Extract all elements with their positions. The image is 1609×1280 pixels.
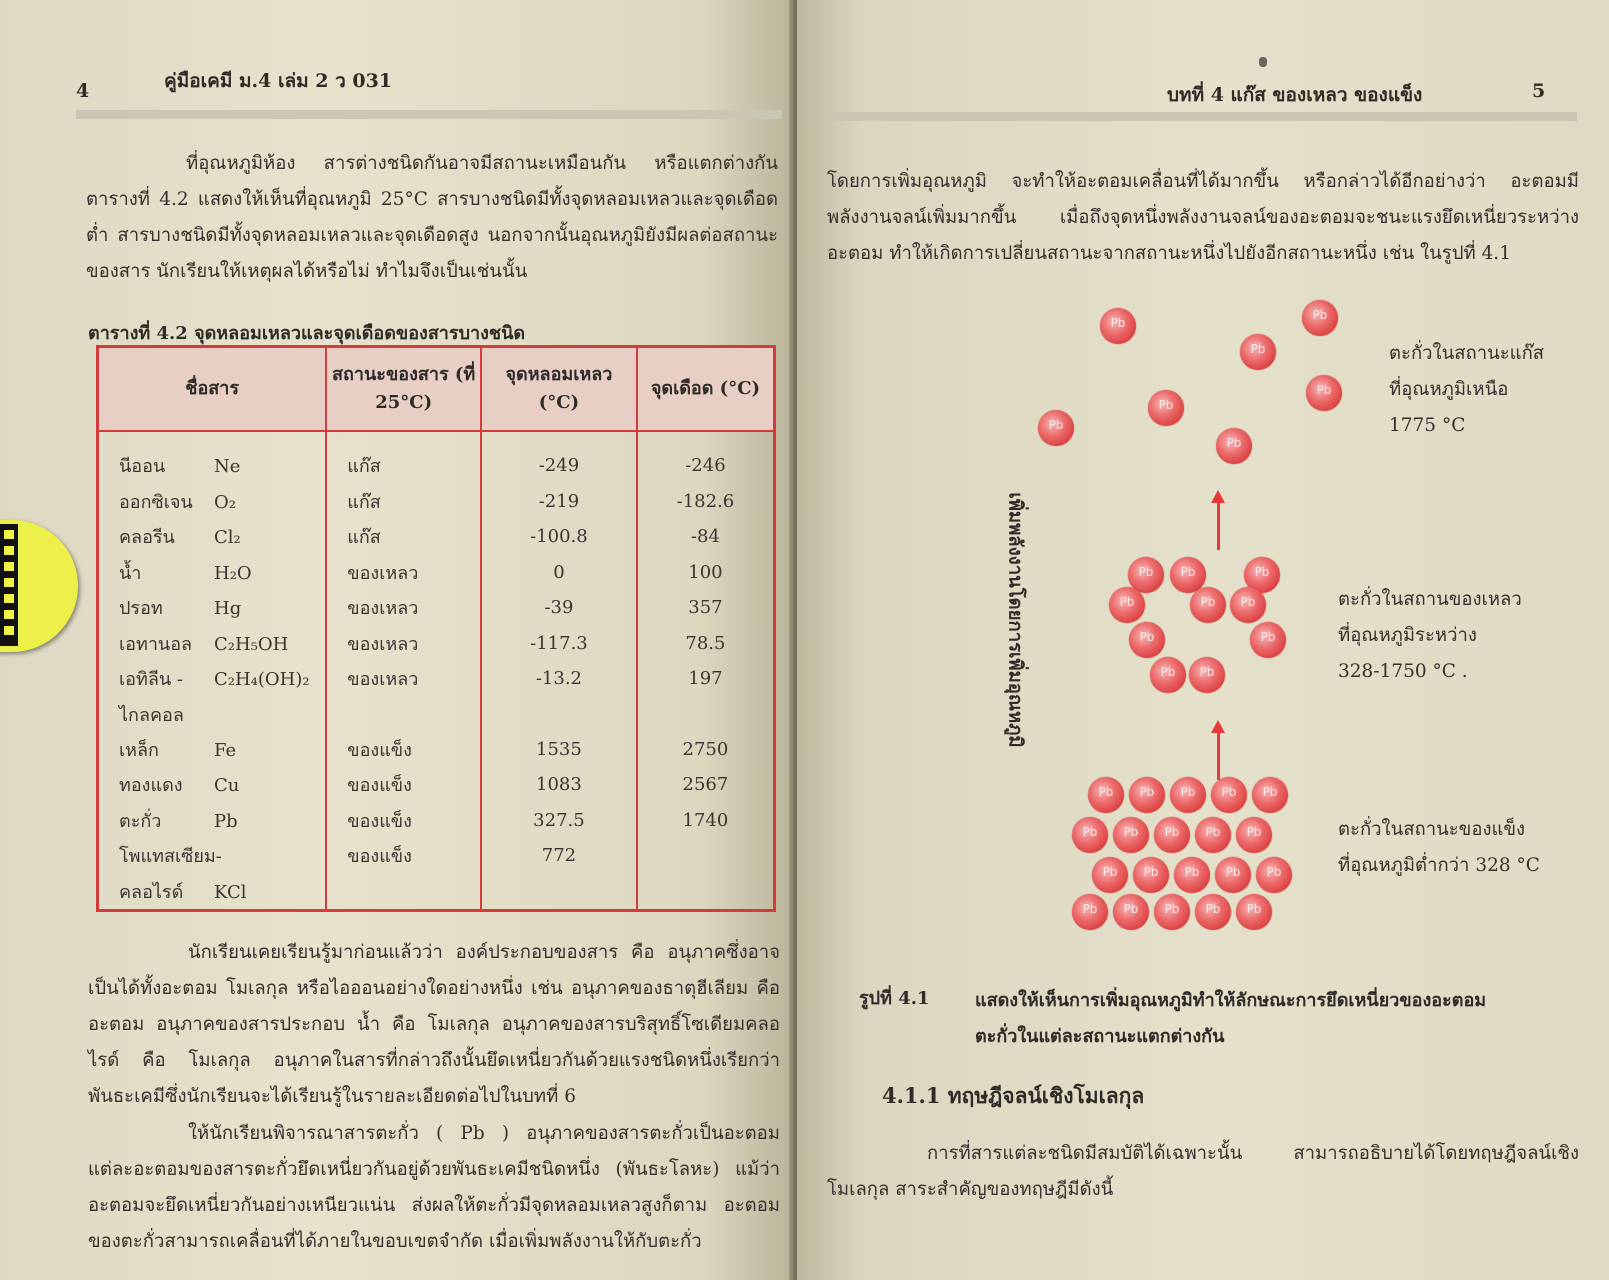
substance-state [326, 696, 481, 731]
substance-name: ออกซิเจน [119, 491, 193, 513]
substance-formula: Pb [214, 810, 238, 832]
boiling-point [637, 696, 775, 731]
table-row [98, 555, 775, 590]
pb-atom-label: Pb [1102, 865, 1118, 879]
substance-name: เหล็ก [119, 739, 159, 761]
substance-formula: C₂H₄(OH)₂ [214, 669, 310, 691]
pb-atom-label: Pb [1200, 595, 1216, 609]
gas-state-label: ตะกั่วในสถานะแก๊ส ที่อุณหภูมิเหนือ 1775 °C [1389, 343, 1545, 436]
pb-atom-solid [1072, 894, 1108, 930]
table-row [98, 767, 775, 802]
pb-atom-gas [1302, 300, 1338, 336]
substance-state: แก๊ส [326, 519, 481, 554]
substance-formula: Cl₂ [214, 527, 241, 549]
melting-point [481, 873, 637, 910]
pb-atom-liquid [1250, 622, 1286, 658]
solid-state-label: ตะกั่วในสถานะของแข็ง ที่อุณหภูมิต่ำกว่า 328 °C [1338, 819, 1540, 876]
melting-point [481, 696, 637, 731]
melting-point: 1083 [481, 767, 637, 802]
pb-atom-label: Pb [1143, 865, 1159, 879]
pb-atom-solid [1236, 817, 1272, 853]
left-paragraph-2: นักเรียนเคยเรียนรู้มาก่อนแล้วว่า องค์ประกอบของสาร คือ อนุภาคซึ่งอาจเป็นได้ทั้งอะตอม โมเลกุล หรือไอออนอย่างใดอย่างหนึ่ง เช่น อนุภาคของธาตุฮีเลียม คือ อะตอม อนุภาคของสารประกอบ น้ำ คือ โมเลกุล อนุภาคของสารบริสุทธิ์โซเดียมคลอไรด์ คือ โมเลกุล อนุภาคในสารที่กล่าวถึงนั้นยึดเหนี่ยวกันด้วยแรงชนิดหนึ่งเรียกว่า พันธะเคมีซึ่งนักเรียนจะได้เรียนรู้ในรายละเอียดต่อไปในบทที่ 6 [88, 942, 780, 1107]
pb-atom-gas [1240, 334, 1276, 370]
pb-atom-solid [1174, 857, 1210, 893]
table-row [98, 431, 775, 484]
pb-atom-solid [1092, 857, 1128, 893]
substance-state: ของแข็ง [326, 767, 481, 802]
pb-atom-label: Pb [1199, 665, 1215, 679]
substance-state: ของแข็ง [326, 838, 481, 873]
pb-atom-solid [1154, 817, 1190, 853]
table-caption: ตารางที่ 4.2 จุดหลอมเหลวและจุดเดือดของสารบางชนิด [88, 323, 526, 344]
substance-state: ของแข็ง [326, 732, 481, 767]
melting-point: 327.5 [481, 803, 637, 838]
substance-name: ไกลคอล [119, 704, 184, 726]
pb-atom-solid [1133, 857, 1169, 893]
col-header-mp: จุดหลอมเหลว (°C) [481, 347, 637, 432]
pb-atom-gas [1216, 428, 1252, 464]
liquid-state-label: ตะกั่วในสถานของเหลว ที่อุณหภูมิระหว่าง 328-1750 °C . [1338, 589, 1522, 682]
pb-atom-solid [1154, 894, 1190, 930]
melting-point: -100.8 [481, 519, 637, 554]
pb-atom-label: Pb [1082, 902, 1098, 916]
substance-name: คลอไรด์ [119, 881, 184, 903]
section-heading: 4.1.1 ทฤษฎีจลน์เชิงโมเลกุล [882, 1083, 1145, 1108]
pb-atom-label: Pb [1184, 865, 1200, 879]
substance-state [326, 873, 481, 910]
pb-atom-label: Pb [1119, 595, 1135, 609]
melting-point: 0 [481, 555, 637, 590]
boiling-point: -182.6 [637, 484, 775, 519]
boiling-point: 78.5 [637, 625, 775, 660]
substance-state: ของเหลว [326, 661, 481, 696]
pb-atom-label: Pb [1205, 902, 1221, 916]
substance-formula: Cu [214, 775, 240, 797]
substance-state: ของแข็ง [326, 803, 481, 838]
substance-name: ตะกั่ว [119, 810, 162, 832]
substance-name: นีออน [119, 456, 166, 478]
table-row [98, 484, 775, 519]
boiling-point: -84 [637, 519, 775, 554]
boiling-point: -246 [637, 431, 775, 484]
pb-atom-label: Pb [1138, 565, 1154, 579]
left-running-title: คู่มือเคมี ม.4 เล่ม 2 ว 031 [164, 70, 393, 92]
table-row [98, 696, 775, 731]
pb-atom-solid [1211, 777, 1247, 813]
pb-atom-label: Pb [1254, 565, 1270, 579]
pb-atom-solid [1113, 817, 1149, 853]
boiling-point: 197 [637, 661, 775, 696]
substance-state: ของเหลว [326, 555, 481, 590]
substance-state: ของเหลว [326, 590, 481, 625]
left-page [0, 0, 795, 1280]
substance-name: โพแทสเซียม- [119, 846, 222, 868]
pb-atom-solid [1256, 857, 1292, 893]
substance-formula: Hg [214, 598, 242, 620]
pb-atom-label: Pb [1312, 308, 1328, 322]
pb-atom-label: Pb [1316, 383, 1332, 397]
pb-atom-label: Pb [1205, 825, 1221, 839]
boiling-point [637, 873, 775, 910]
col-header-name: ชื่อสาร [98, 347, 327, 432]
table-row [98, 661, 775, 696]
table-header-row [98, 347, 775, 432]
boiling-point: 357 [637, 590, 775, 625]
pb-atom-label: Pb [1266, 865, 1282, 879]
pb-atom-gas [1148, 390, 1184, 426]
pb-atom-label: Pb [1180, 785, 1196, 799]
energy-increase-label: เพิ่มพลังงานโดยการเพิ่มอุณหภูมิ [1004, 492, 1026, 748]
substance-state: ของเหลว [326, 625, 481, 660]
pb-atom-solid [1129, 777, 1165, 813]
substance-formula: O₂ [214, 491, 236, 513]
pb-atom-label: Pb [1164, 825, 1180, 839]
pb-atom-label: Pb [1139, 630, 1155, 644]
substance-name: น้ำ [119, 562, 142, 584]
substance-formula: Ne [214, 456, 241, 478]
pb-atom-label: Pb [1082, 825, 1098, 839]
pb-atom-liquid [1129, 622, 1165, 658]
pb-atom-label: Pb [1158, 398, 1174, 412]
substance-state: แก๊ส [326, 431, 481, 484]
right-paragraph-2: การที่สารแต่ละชนิดมีสมบัติได้เฉพาะนั้น สามารถอธิบายได้โดยทฤษฎีจลน์เชิงโมเลกุล สาระสำคัญของทฤษฎีมีดังนี้ [827, 1143, 1579, 1200]
pb-atom-solid [1236, 894, 1272, 930]
pb-atom-solid [1088, 777, 1124, 813]
substance-name: คลอรีน [119, 527, 175, 549]
left-header-rule [76, 110, 782, 119]
table-row [98, 625, 775, 660]
substance-name: เอทานอล [119, 633, 193, 655]
pb-atom-label: Pb [1240, 595, 1256, 609]
pb-atom-label: Pb [1139, 785, 1155, 799]
pb-atom-label: Pb [1123, 825, 1139, 839]
table-row [98, 732, 775, 767]
boiling-point [637, 838, 775, 873]
pb-atom-liquid [1189, 657, 1225, 693]
film-strip-icon [0, 524, 18, 646]
melting-point: 1535 [481, 732, 637, 767]
melting-point: -117.3 [481, 625, 637, 660]
pb-atom-label: Pb [1221, 785, 1237, 799]
right-page-number: 5 [1532, 80, 1546, 102]
melting-point: -249 [481, 431, 637, 484]
pb-atom-label: Pb [1160, 665, 1176, 679]
pb-atom-solid [1170, 777, 1206, 813]
substance-formula: Fe [214, 739, 237, 761]
right-paragraph-1: โดยการเพิ่มอุณหภูมิ จะทำให้อะตอมเคลื่อนที่ได้มากขึ้น หรือกล่าวได้อีกอย่างว่า อะตอมมีพลังงานจลน์เพิ่มมากขึ้น เมื่อถึงจุดหนึ่งพลังงานจลน์ของอะตอมจะชนะแรงยึดเหนี่ยวระหว่างอะตอม ทำให้เกิดการเปลี่ยนสถานะจากสถานะหนึ่งไปยังอีกสถานะหนึ่ง เช่น ในรูปที่ 4.1 [827, 171, 1579, 264]
pb-atom-label: Pb [1123, 902, 1139, 916]
figure-caption-label: รูปที่ 4.1 [859, 988, 930, 1009]
pb-atom-liquid [1190, 587, 1226, 623]
right-running-title: บทที่ 4 แก๊ส ของเหลว ของแข็ง [1167, 84, 1423, 106]
substance-formula: KCl [214, 881, 247, 903]
pb-atom-solid [1195, 894, 1231, 930]
pb-atom-label: Pb [1250, 342, 1266, 356]
pb-atom-label: Pb [1164, 902, 1180, 916]
table-row [98, 519, 775, 554]
pb-atom-solid [1113, 894, 1149, 930]
table-row [98, 838, 775, 873]
boiling-point: 2750 [637, 732, 775, 767]
pb-atom-label: Pb [1260, 630, 1276, 644]
table-row [98, 873, 775, 910]
ink-speck [1259, 57, 1267, 67]
boiling-point: 1740 [637, 803, 775, 838]
pb-atom-solid [1072, 817, 1108, 853]
pb-atom-gas [1100, 308, 1136, 344]
melting-point: -13.2 [481, 661, 637, 696]
col-header-state: สถานะของสาร (ที่ 25°C) [326, 347, 481, 432]
substance-name: ปรอท [119, 598, 163, 620]
pb-atom-gas [1038, 410, 1074, 446]
substance-formula: H₂O [214, 562, 252, 584]
pb-atom-liquid [1150, 657, 1186, 693]
pb-atom-label: Pb [1226, 436, 1242, 450]
arrow-up-icon [1217, 732, 1220, 780]
melting-point: 772 [481, 838, 637, 873]
boiling-point: 100 [637, 555, 775, 590]
figure-caption-text: แสดงให้เห็นการเพิ่มอุณหภูมิทำให้ลักษณะการยึดเหนี่ยวของอะตอม ตะกั่วในแต่ละสถานะแตกต่างกัน [975, 990, 1487, 1047]
left-intro-paragraph: ที่อุณหภูมิห้อง สารต่างชนิดกันอาจมีสถานะเหมือนกัน หรือแตกต่างกัน ตารางที่ 4.2 แสดงให้เห็นที่อุณหภูมิ 25°C สารบางชนิดมีทั้งจุดหลอมเหลวและจุดเดือดต่ำ สารบางชนิดมีทั้งจุดหลอมเหลวและจุดเดือดสูง นอกจากนั้นอุณหภูมิยังมีผลต่อสถานะของสาร นักเรียนให้เหตุผลได้หรือไม่ ทำไมจึงเป็นเช่นนั้น [86, 153, 778, 282]
substance-state: แก๊ส [326, 484, 481, 519]
pb-atom-label: Pb [1110, 316, 1126, 330]
melting-point: -39 [481, 590, 637, 625]
melting-boiling-table [96, 345, 776, 912]
boiling-point: 2567 [637, 767, 775, 802]
pb-atom-label: Pb [1225, 865, 1241, 879]
substance-name: ทองแดง [119, 775, 183, 797]
right-header-rule [827, 112, 1577, 121]
pb-atom-label: Pb [1048, 418, 1064, 432]
substance-name: เอทิลีน - [119, 669, 183, 691]
pb-atom-label: Pb [1246, 825, 1262, 839]
arrow-up-icon [1217, 502, 1220, 550]
pb-atom-solid [1252, 777, 1288, 813]
col-header-bp: จุดเดือด (°C) [637, 347, 775, 432]
pb-atom-solid [1215, 857, 1251, 893]
pb-atom-liquid [1230, 587, 1266, 623]
pb-atom-solid [1195, 817, 1231, 853]
pb-atom-label: Pb [1098, 785, 1114, 799]
table-row [98, 590, 775, 625]
left-page-number: 4 [76, 80, 90, 102]
pb-atom-label: Pb [1262, 785, 1278, 799]
left-paragraph-3: ให้นักเรียนพิจารณาสารตะกั่ว ( Pb ) อนุภาคของสารตะกั่วเป็นอะตอม แต่ละอะตอมของสารตะกั่วยึดเหนี่ยวกันอยู่ด้วยพันธะเคมีชนิดหนึ่ง (พันธะโลหะ) แม้ว่าอะตอมจะยึดเหนี่ยวกันอย่างเหนียวแน่น ส่งผลให้ตะกั่วมีจุดหลอมเหลวสูงก็ตาม อะตอมของตะกั่วสามารถเคลื่อนที่ได้ภายในขอบเขตจำกัด เมื่อเพิ่มพลังงานให้กับตะกั่ว [88, 1123, 780, 1252]
pb-atom-liquid [1109, 587, 1145, 623]
pb-atom-label: Pb [1180, 565, 1196, 579]
melting-point: -219 [481, 484, 637, 519]
substance-formula: C₂H₅OH [214, 633, 289, 655]
pb-atom-label: Pb [1246, 902, 1262, 916]
pb-atom-gas [1306, 375, 1342, 411]
table-row [98, 803, 775, 838]
